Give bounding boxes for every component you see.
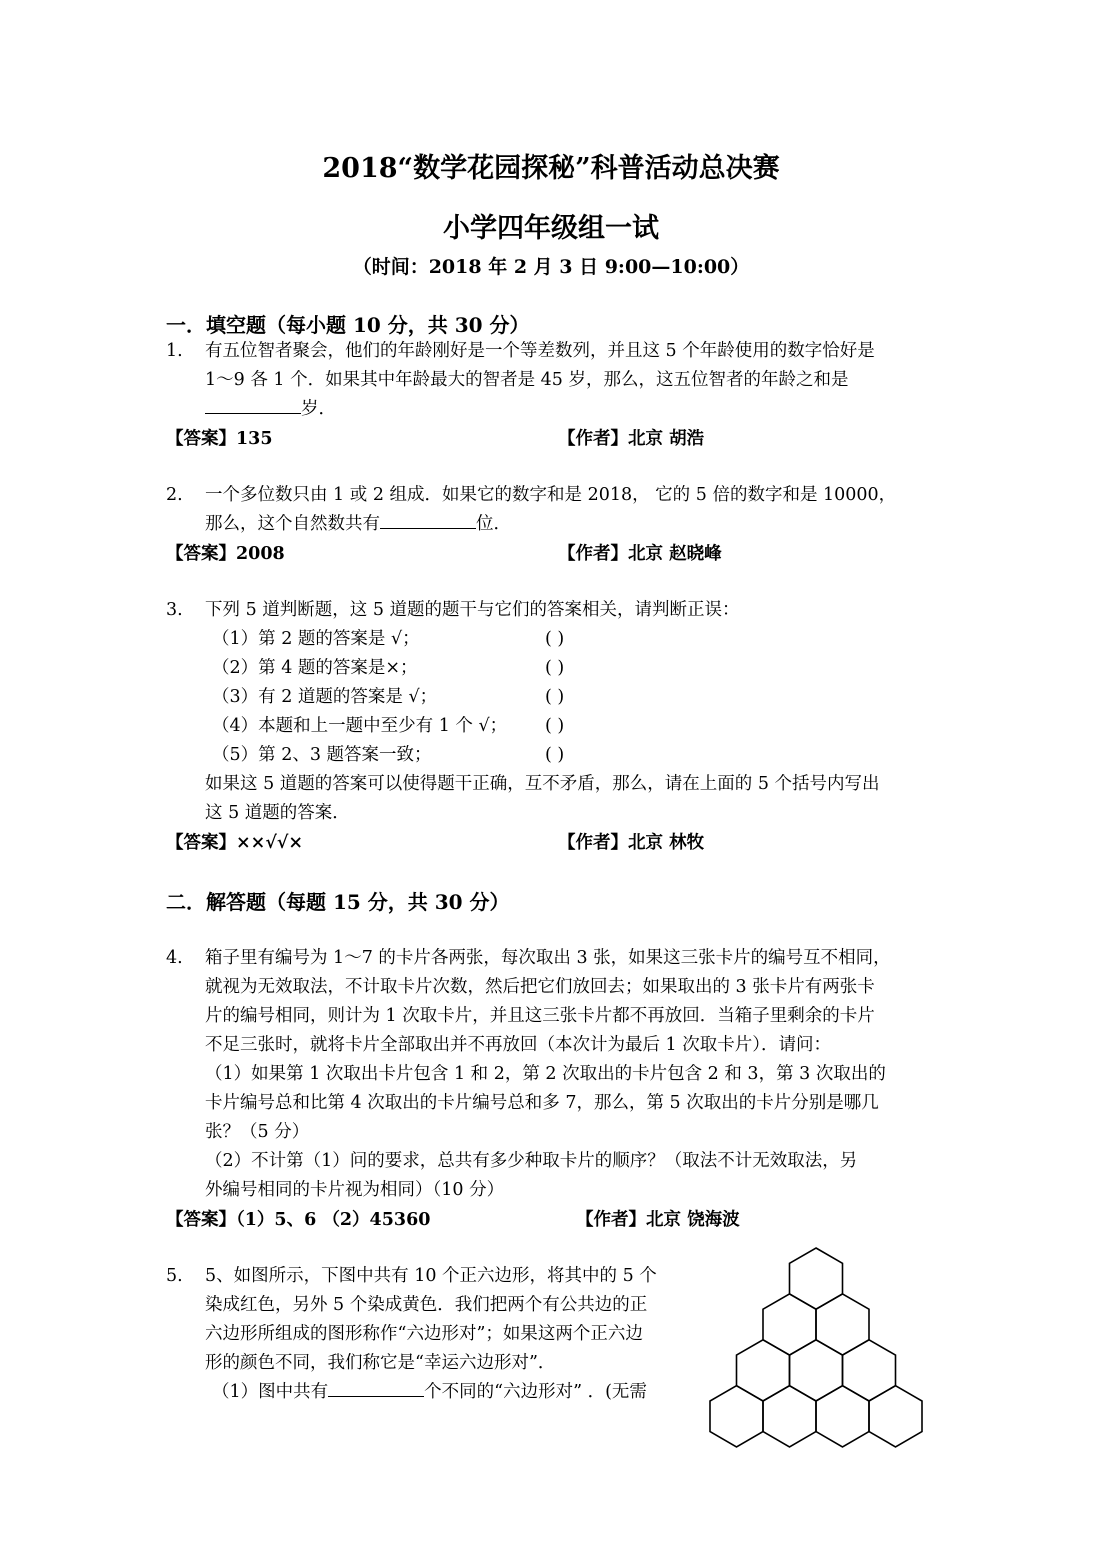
judgement-item: （1）第 2 题的答案是 √；	[212, 629, 420, 649]
section-heading-solutions: 二．解答题（每题 15 分，共 30 分）	[166, 890, 510, 914]
question-text-line: 1～9 各 1 个．如果其中年龄最大的智者是 45 岁，那么，这五位智者的年龄之和是	[205, 370, 849, 390]
author-label: 【作者】北京 饶海波	[576, 1210, 740, 1230]
answer-parentheses: ( )	[545, 629, 565, 649]
exam-time: （时间：2018 年 2 月 3 日 9:00—10:00）	[352, 256, 750, 278]
exam-title: 2018“数学花园探秘”科普活动总决赛	[322, 153, 780, 184]
question-text-line: 有五位智者聚会，他们的年龄刚好是一个等差数列，并且这 5 个年龄使用的数字恰好是	[205, 341, 875, 361]
judgement-item: （4）本题和上一题中至少有 1 个 √；	[212, 716, 508, 736]
question-text-line: 5、如图所示，下图中共有 10 个正六边形，将其中的 5 个	[205, 1266, 657, 1286]
hexagon-10	[869, 1386, 922, 1447]
answer-parentheses: ( )	[545, 687, 565, 707]
question-text-line: 卡片编号总和比第 4 次取出的卡片编号总和多 7，那么，第 5 次取出的卡片分别是哪几	[205, 1093, 879, 1113]
section-heading-fill-in: 一．填空题（每小题 10 分，共 30 分）	[166, 313, 530, 337]
question-text-line: 六边形所组成的图形称作“六边形对”；如果这两个正六边	[205, 1324, 643, 1344]
hexagon-4	[737, 1340, 790, 1401]
hexagon-7	[710, 1386, 763, 1447]
question-number: 4.	[166, 948, 183, 968]
question-text-line: 一个多位数只由 1 或 2 组成．如果它的数字和是 2018， 它的 5 倍的数字和是 10000，	[205, 485, 897, 505]
hexagon-5	[790, 1340, 843, 1401]
answer-parentheses: ( )	[545, 716, 565, 736]
question-text-line: 张？（5 分）	[205, 1122, 310, 1142]
question-number: 3.	[166, 600, 183, 620]
hexagon-8	[763, 1386, 816, 1447]
question-text-line: （1）如果第 1 次取出卡片包含 1 和 2，第 2 次取出的卡片包含 2 和 3，第 3 次取出的	[205, 1064, 886, 1084]
question-text-line: 这 5 道题的答案．	[205, 803, 350, 823]
question-text-line: 形的颜色不同，我们称它是“幸运六边形对”．	[205, 1353, 556, 1373]
question-text-line: 如果这 5 道题的答案可以使得题干正确，互不矛盾，那么，请在上面的 5 个括号内写出	[205, 774, 880, 794]
author-label: 【作者】北京 胡浩	[558, 429, 705, 449]
question-text-line: 就视为无效取法，不计取卡片次数，然后把它们放回去；如果取出的 3 张卡片有两张卡	[205, 977, 875, 997]
question-number: 5.	[166, 1266, 183, 1286]
hexagon-1	[790, 1248, 843, 1309]
judgement-item: （5）第 2、3 题答案一致；	[212, 745, 432, 765]
question-text-line: 那么，这个自然数共有 位．	[205, 510, 511, 539]
answer-blank	[328, 1378, 424, 1397]
hexagon-triangle-figure	[706, 1246, 928, 1452]
question-text-line: 不足三张时，就将卡片全部取出并不再放回（本次计为最后 1 次取卡片）．请问：	[205, 1035, 832, 1055]
hexagon-3	[816, 1294, 869, 1355]
answer-label: 【答案】135	[166, 429, 273, 449]
question-text-line: （1）图中共有 个不同的“六边形对” ．(无需	[212, 1378, 647, 1407]
exam-subtitle: 小学四年级组一试	[443, 213, 659, 244]
answer-parentheses: ( )	[545, 745, 565, 765]
answer-label: 【答案】（1）5、6 （2）45360	[166, 1210, 431, 1230]
question-number: 2.	[166, 485, 183, 505]
question-text-line: 片的编号相同，则计为 1 次取卡片，并且这三张卡片都不再放回．当箱子里剩余的卡片	[205, 1006, 875, 1026]
judgement-item: （2）第 4 题的答案是×；	[212, 658, 418, 678]
answer-blank	[380, 510, 476, 529]
hexagon-6	[843, 1340, 896, 1401]
answer-label: 【答案】××√√×	[166, 833, 303, 853]
question-text-line: （2）不计第（1）问的要求，总共有多少种取卡片的顺序？（取法不计无效取法，另	[205, 1151, 858, 1171]
question-text-line: 下列 5 道判断题，这 5 道题的题干与它们的答案相关，请判断正误：	[205, 600, 740, 620]
author-label: 【作者】北京 赵晓峰	[558, 544, 722, 564]
answer-parentheses: ( )	[545, 658, 565, 678]
judgement-item: （3）有 2 道题的答案是 √；	[212, 687, 438, 707]
answer-label: 【答案】2008	[166, 544, 285, 564]
question-text-line: 岁．	[205, 395, 336, 424]
hexagon-9	[816, 1386, 869, 1447]
question-text-line: 箱子里有编号为 1～7 的卡片各两张，每次取出 3 张，如果这三张卡片的编号互不相同，	[205, 948, 891, 968]
hexagon-2	[763, 1294, 816, 1355]
author-label: 【作者】北京 林牧	[558, 833, 705, 853]
answer-blank	[205, 395, 301, 414]
question-text-line: 染成红色，另外 5 个染成黄色．我们把两个有公共边的正	[205, 1295, 648, 1315]
question-text-line: 外编号相同的卡片视为相同）（10 分）	[205, 1180, 505, 1200]
question-number: 1.	[166, 341, 183, 361]
